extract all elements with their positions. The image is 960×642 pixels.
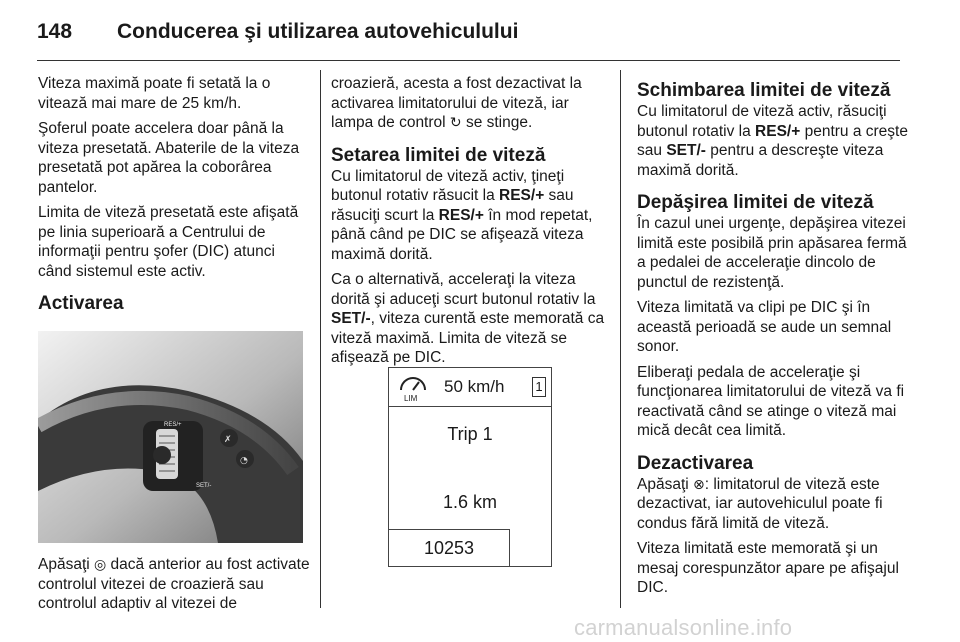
page-header	[37, 14, 907, 54]
dic-display	[388, 367, 552, 567]
cruise-button	[153, 446, 171, 464]
paragraph: Cu limitatorul de viteză activ, răsuciţi butonul rotativ la RES/+ pentru a creşte sau SET/- pentru a descreşte viteza maximă dorită.	[637, 103, 908, 179]
watermark: carmanualsonline.info	[574, 615, 793, 640]
dic-separator	[389, 406, 551, 407]
paragraph: Viteza limitată este memorată şi un mesaj corespunzător apare pe afişajul DIC.	[637, 540, 899, 596]
control-lamp-icon: ↻	[449, 114, 462, 130]
paragraph: Viteza maximă poate fi setată la o vitează mai mare de 25 km/h.	[38, 75, 271, 112]
cancel-icon: ⊗	[693, 475, 705, 492]
dic-speed: 50 km/h	[444, 377, 505, 396]
res-label: RES/+	[164, 422, 182, 428]
dic-odometer: 10253	[389, 529, 510, 567]
dic-distance: 1.6 km	[442, 492, 498, 512]
section-heading: Activarea	[38, 293, 124, 314]
paragraph: În cazul unei urgenţe, depăşirea vitezei limită este posibilă prin apăsarea fermă a pedalei de acceleraţie dincolo de punctul de rezistenţă.	[637, 215, 907, 291]
section-heading: Dezactivarea	[637, 452, 754, 474]
cruise-control-icon: ◎	[94, 556, 107, 572]
dic-trip: Trip 1	[447, 424, 493, 444]
paragraph: Apăsaţi ⊗: limitatorul de viteză este dezactivat, iar autovehiculul poate fi condus fără limită de viteză.	[637, 475, 883, 532]
page-number: 148	[37, 20, 73, 43]
page-title: Conducerea şi utilizarea autovehiculului	[117, 20, 519, 43]
paragraph: Apăsaţi ◎ dacă anterior au fost activate controlul vitezei de croazieră sau controlul adaptiv al vitezei de	[38, 556, 310, 612]
dic-frame	[388, 367, 552, 567]
section-heading: Schimbarea limitei de viteză	[637, 80, 891, 101]
column-2	[331, 74, 609, 374]
paragraph: Cu limitatorul de viteză activ, ţineţi butonul rotativ răsucit la RES/+ sau răsuciţi scurt la RES/+ în mod repetat, până când pe DIC se afişează viteza maximă dorită.	[331, 167, 593, 263]
section-heading: Setarea limitei de viteză	[331, 144, 546, 166]
steering-wheel-figure	[38, 331, 310, 543]
paragraph: Viteza limitată va clipi pe DIC şi în această perioadă se aude un semnal sonor.	[637, 299, 892, 355]
column-3	[637, 74, 909, 604]
section-heading: Depăşirea limitei de viteză	[637, 192, 874, 213]
cancel-symbol: ✗	[224, 435, 232, 445]
steering-wheel-illustration	[38, 331, 303, 543]
header-rule	[37, 60, 900, 61]
dic-page-number: 1	[532, 377, 546, 397]
paragraph: Ca o alternativă, acceleraţi la viteza dorită şi aduceţi scurt butonul rotativ la SET/-, viteza curentă este memorată ca viteză maximă. Limita de viteză se afişează pe DIC.	[331, 271, 605, 366]
paragraph: Şoferul poate accelera doar până la viteza presetată. Abaterile de la viteza presetată pot apărea la coborârea pantelor.	[38, 120, 300, 196]
lim-label: LIM	[404, 394, 418, 402]
set-label: SET/-	[196, 483, 212, 489]
column-1	[38, 74, 310, 620]
paragraph: croazieră, acesta a fost dezactivat la activarea limitatorului de viteză, iar lampa de control ↻ se stinge.	[331, 75, 582, 131]
speed-limiter-icon	[397, 374, 429, 402]
limiter-symbol: ◔	[240, 456, 248, 466]
paragraph: Eliberaţi pedala de acceleraţie şi funcţionarea limitatorului de viteză va fi reactivată când se atinge o viteză mai mică decât cea limită.	[637, 363, 905, 439]
paragraph: Limita de viteză presetată este afişată pe linia superioară a Centrului de informaţii pentru şofer (DIC) atunci când sistemul este activ.	[38, 204, 299, 280]
column-divider-2	[620, 70, 621, 608]
column-divider-1	[320, 70, 321, 608]
